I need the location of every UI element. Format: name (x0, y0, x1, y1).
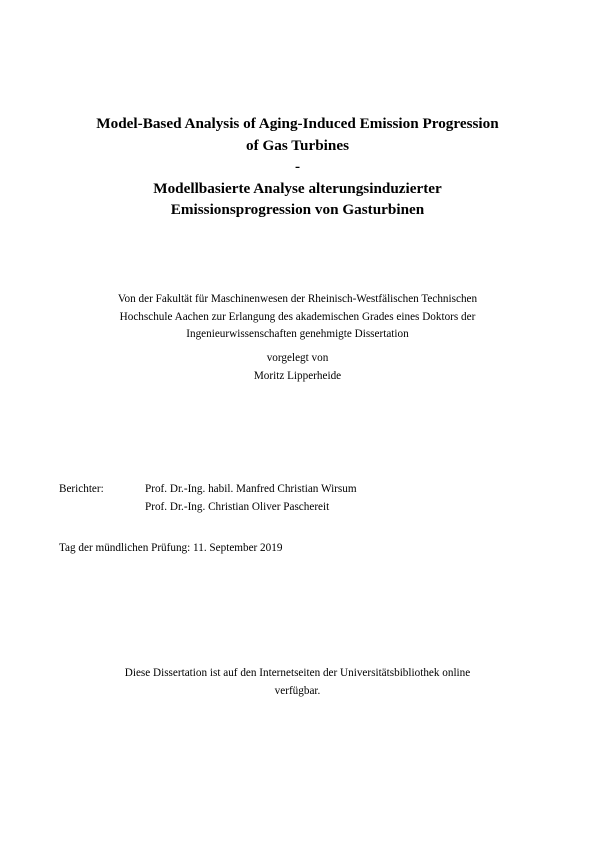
title-english-line-2: of Gas Turbines (246, 136, 349, 154)
online-availability-note (60, 665, 535, 700)
referees-row (59, 481, 539, 516)
oral-exam-date: Tag der mündlichen Prüfung: 11. September 2019 (59, 542, 283, 554)
faculty-line-1: Von der Fakultät für Maschinenwesen der Rheinisch-Westfälischen Technischen (117, 293, 478, 305)
title-german-line-1: Modellbasierte Analyse alterungsinduzierter (153, 179, 442, 197)
title-english-line-1: Model-Based Analysis of Aging-Induced Emission Progression (96, 115, 499, 132)
dissertation-title (40, 113, 555, 221)
referees (59, 481, 539, 516)
title-german-line-2: Emissionsprogression von Gasturbinen (170, 201, 425, 218)
faculty-line-3: Ingenieurwissenschaften genehmigte Dissertation (186, 328, 409, 340)
online-note-line-1: Diese Dissertation ist auf den Internetseiten der Universitätsbibliothek online (124, 667, 471, 679)
title-separator: - (294, 158, 301, 175)
faculty-line-2: Hochschule Aachen zur Erlangung des akademischen Grades eines Doktors der (119, 310, 476, 323)
referee-name: Prof. Dr.-Ing. habil. Manfred Christian Wirsum (145, 483, 357, 495)
author-name: Moritz Lipperheide (253, 369, 342, 382)
referee-name: Prof. Dr.-Ing. Christian Oliver Paschereit (145, 500, 330, 513)
referee-list (145, 481, 357, 516)
submitted-label: vorgelegt von (266, 352, 329, 364)
submitted-by (60, 350, 535, 385)
referees-label: Berichter: (59, 483, 104, 495)
faculty-statement (60, 291, 535, 344)
online-note-line-2: verfügbar. (274, 684, 321, 697)
